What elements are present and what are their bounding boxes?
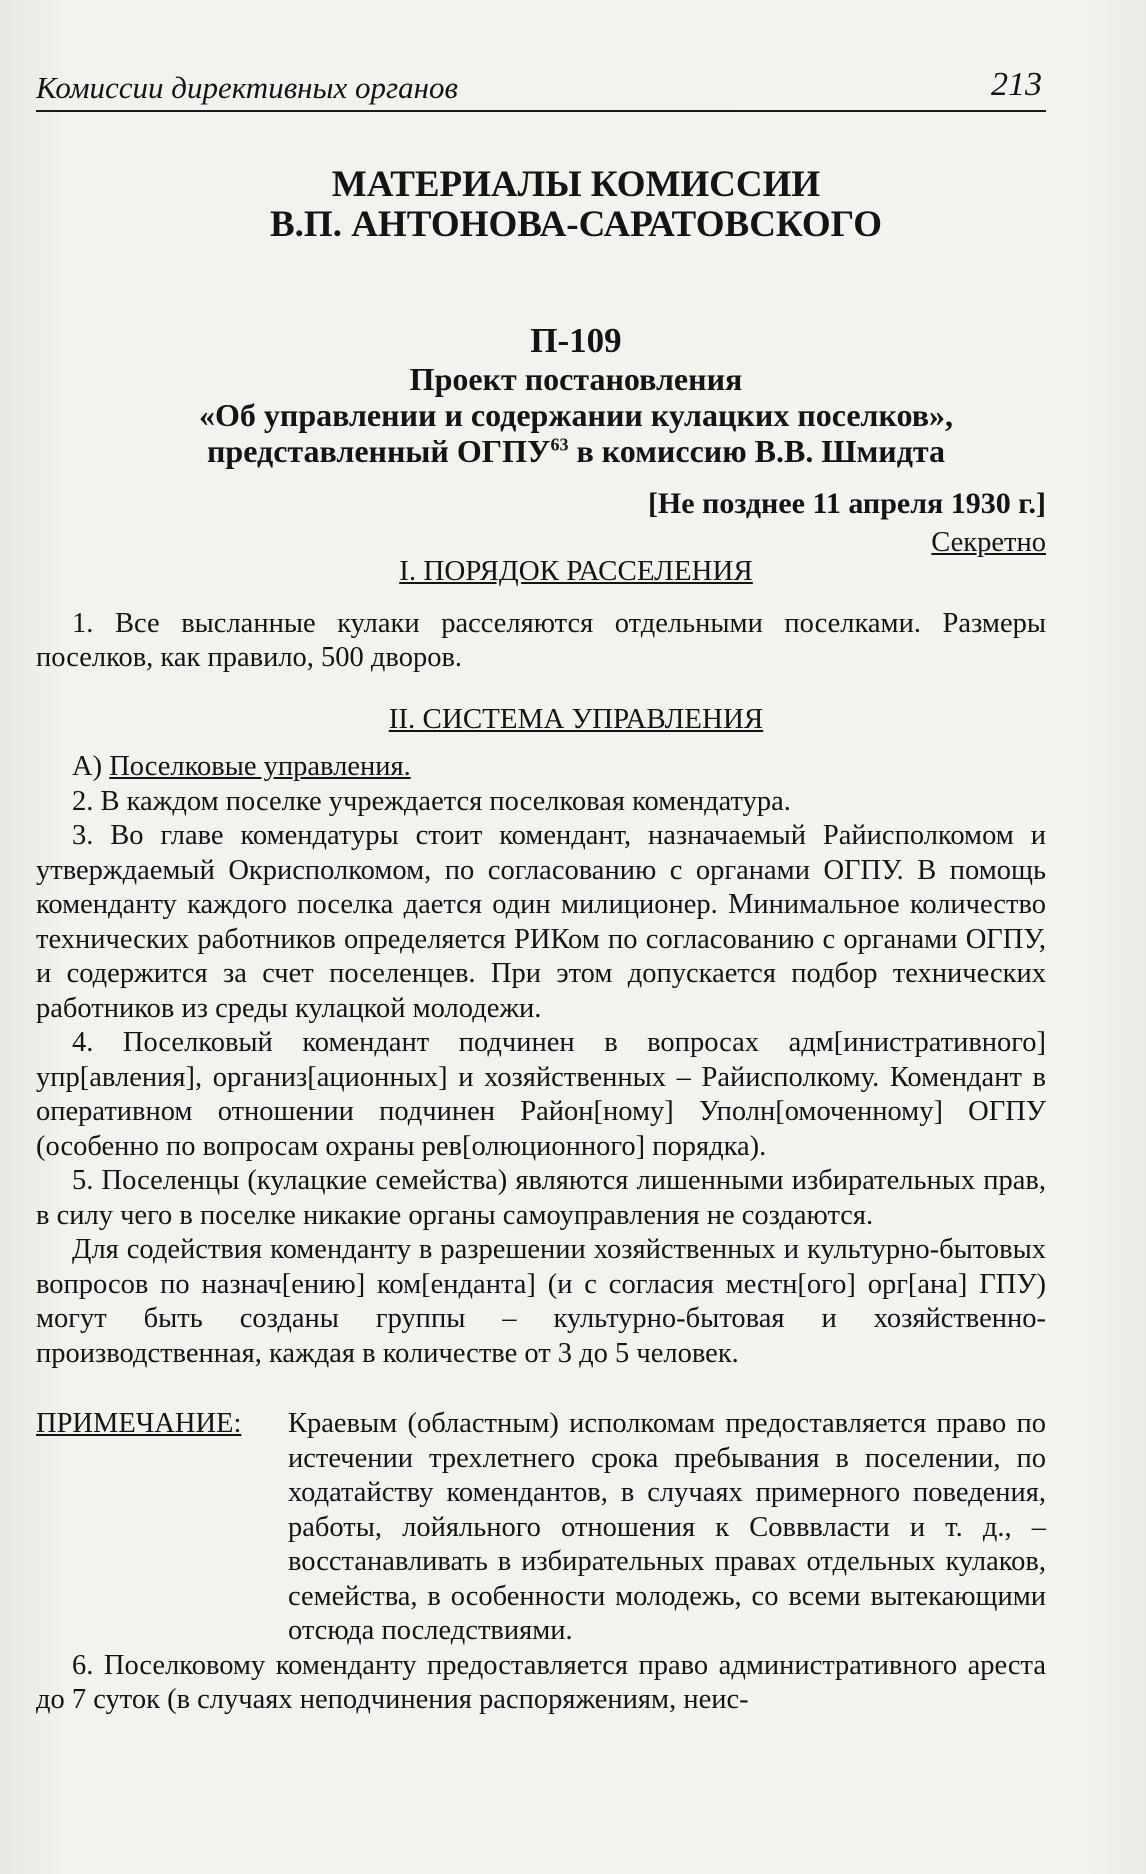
collection-title-line-1: МАТЕРИАЛЫ КОМИССИИ [331, 164, 821, 205]
document-date: [Не позднее 11 апреля 1930 г.] [647, 487, 1046, 520]
subsection-a-heading: Поселковые управления. [109, 751, 411, 782]
paragraph-3: 3. Во главе комендатуры стоит комендант, назначаемый Райисполкомом и утверждаемый Окрисполкомом, по согласованию с органами ОГПУ. В помощь коменданту каждого поселка дается один милиционер. Минимальное количество технических работников определяется РИКом по согласованию с органами ОГПУ, и содержится за счет поселенцев. При этом допускается подбор технических работников из среды кулацкой молодежи. [36, 820, 1046, 1024]
classification-mark: Секретно [931, 526, 1046, 558]
title-block [36, 165, 1046, 469]
paragraph-1: 1. Все высланные кулаки расселяются отдельными поселками. Размеры поселков, как правило, 500 дворов. [36, 607, 1046, 673]
document-number: П-109 [530, 321, 622, 360]
document-title-line-1: Проект постановления [409, 361, 743, 397]
collection-title-line-2: В.П. АНТОНОВА-САРАТОВСКОГО [269, 204, 883, 245]
paragraph-2: 2. В каждом поселке учреждается поселковая комендатура. [72, 785, 791, 817]
title-line-3-start: представленный ОГПУ [206, 433, 551, 469]
subsection-a [36, 750, 1046, 785]
page-content [36, 165, 1046, 1718]
running-title: Комиссии директивных органов [36, 70, 458, 105]
document-title-line-2: «Об управлении и содержании кулацких поселков», [198, 397, 953, 433]
paragraph-4: 4. Поселковый комендант подчинен в вопросах адм[инистративного] упр[авления], организ[ационных] и хозяйственных – Райисполкому. Комендант в оперативном отношении подчинен Район[ному] Уполн[омоченному] ОГПУ (особенно по вопросам охраны рев[олюционного] порядка). [36, 1027, 1046, 1162]
section-heading-2: II. СИСТЕМА УПРАВЛЕНИЯ [388, 702, 764, 735]
note-text: Краевым (областным) исполкомам предоставляется право по истечении трехлетнего срока пребывания в поселении, по ходатайству комендантов, в случаях примерного поведения, работы, лойяльного отношения к Совввласти и т. д., – восстанавливать в избирательных правах отдельных кулаков, семейства, в особенности молодежь, со всеми вытекающими отсюда последствиями. [288, 1408, 1046, 1646]
paragraph-5: 5. Поселенцы (кулацкие семейства) являются лишенными избирательных прав, в силу чего в поселке никакие органы самоуправления не создаются. [36, 1165, 1046, 1231]
paragraph-5b: Для содействия коменданту в разрешении хозяйственных и культурно-бытовых вопросов по назнач[ению] ком[енданта] (и с согласия местн[ого] орг[ана] ГПУ) могут быть созданы группы – культурно-бытовая и хозяйственно-производственная, каждая в количестве от 3 до 5 человек. [36, 1234, 1046, 1369]
document-title-line-3 [106, 433, 1046, 469]
section-heading-1: I. ПОРЯДОК РАССЕЛЕНИЯ [399, 555, 753, 587]
footnote-reference[interactable]: 63 [550, 434, 569, 455]
page-number: 213 [991, 66, 1042, 103]
note-block [36, 1407, 1046, 1649]
page-header [36, 62, 1046, 112]
paragraph-6: 6. Поселковому коменданту предоставляется право административного ареста до 7 суток (в случаях неподчинения распоряжениям, неис- [36, 1649, 1046, 1715]
title-line-3-end: в комиссию В.В. Шмидта [568, 433, 946, 469]
subsection-a-prefix: А) [72, 751, 110, 782]
note-label: ПРИМЕЧАНИЕ: [36, 1408, 242, 1439]
